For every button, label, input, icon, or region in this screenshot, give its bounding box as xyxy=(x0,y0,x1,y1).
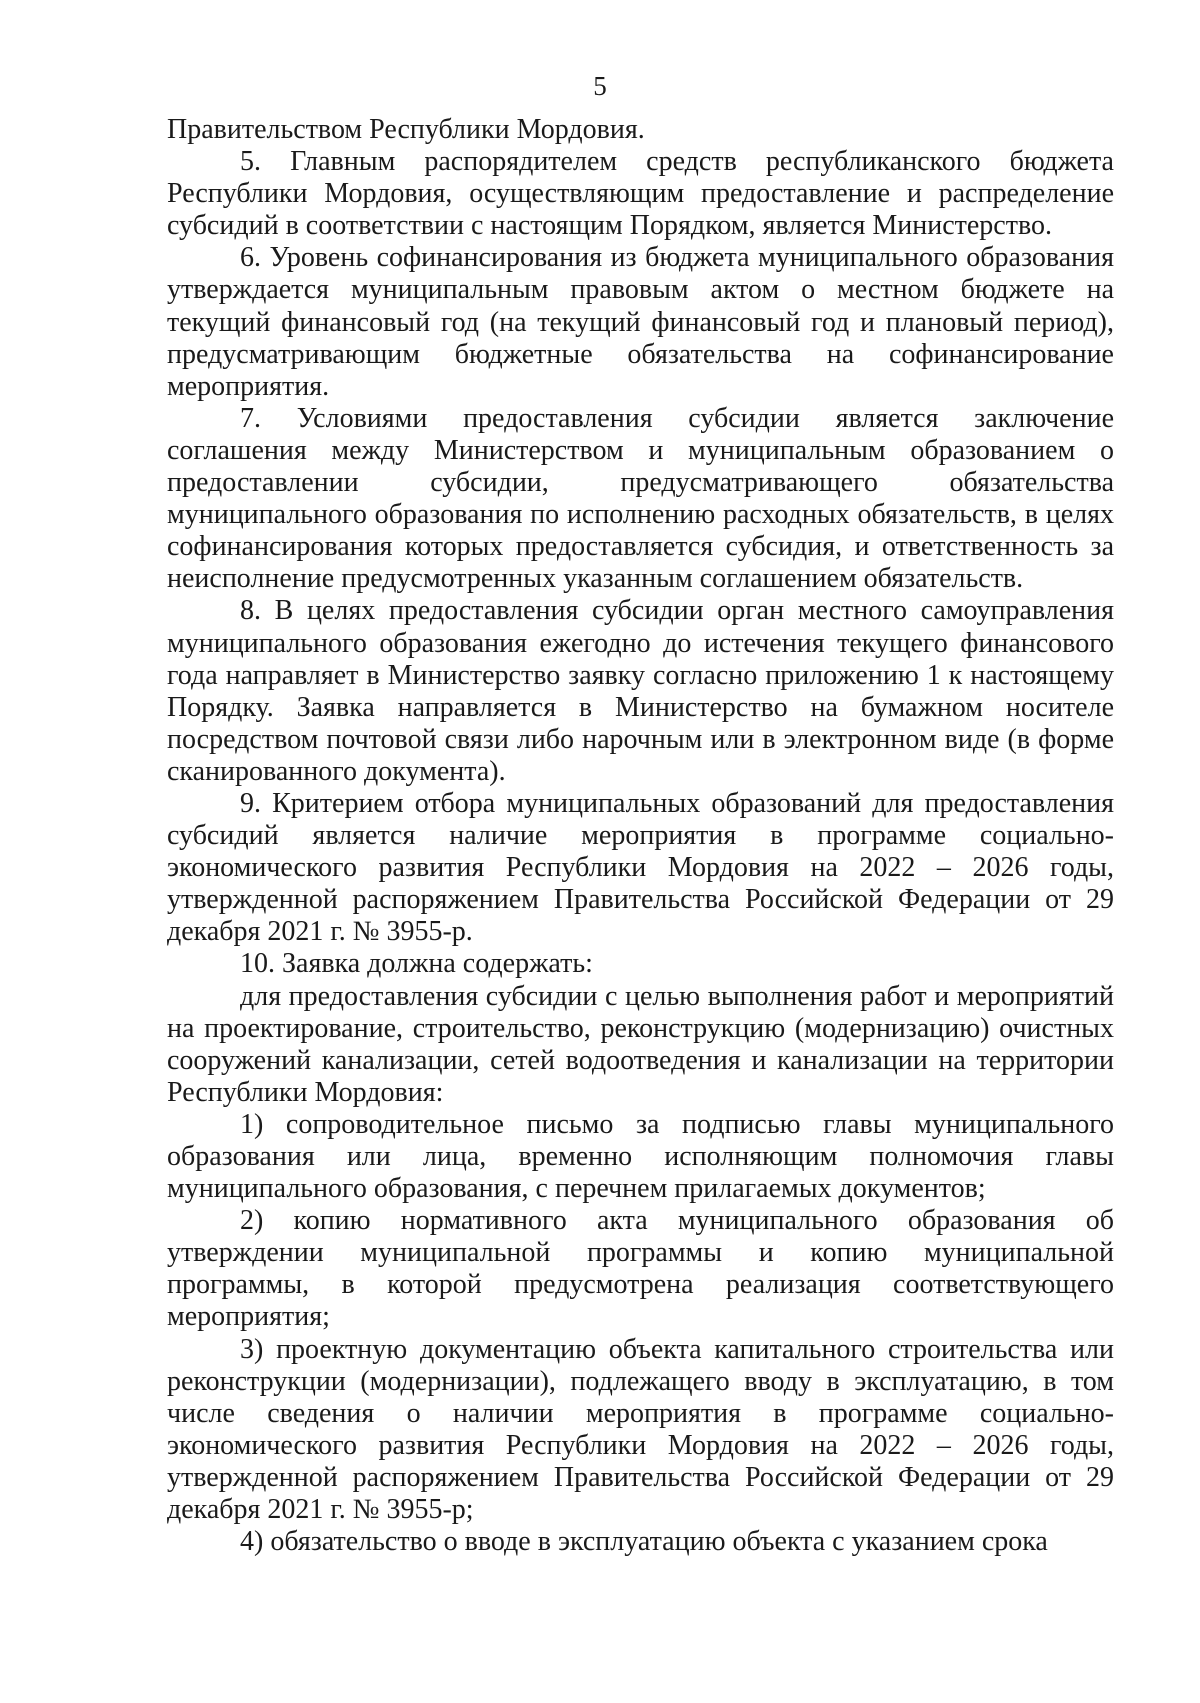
paragraph-item-10: 10. Заявка должна содержать: xyxy=(240,948,593,980)
document-body xyxy=(167,114,1114,1558)
paragraph-item-8: 8. В целях предоставления субсидии орган местного самоуправления муниципального образования ежегодно до истечения текущего финансового года направляет в Министерство заявку согласно приложению 1 к настоящему Порядку. Заявка направляется в Министерство на бумажном носителе посредством почтовой связи либо нарочным или в электронном виде (в форме сканированного документа). xyxy=(167,595,1114,787)
page-number: 5 xyxy=(593,71,607,101)
paragraph-item-9: 9. Критерием отбора муниципальных образований для предоставления субсидий является наличие мероприятия в программе социально-экономического развития Республики Мордовия на 2022 – 2026 годы, утвержденной распоряжением Правительства Российской Федерации от 29 декабря 2021 г. № 3955-р. xyxy=(167,787,1114,948)
list-item-1: 1) сопроводительное письмо за подписью главы муниципального образования или лица, временно исполняющим полномочия главы муниципального образования, с перечнем прилагаемых документов; xyxy=(167,1108,1114,1205)
list-item-2: 2) копию нормативного акта муниципального образования об утверждении муниципальной программы и копию муниципальной программы, в которой предусмотрена реализация соответствующего мероприятия; xyxy=(167,1205,1114,1333)
paragraph-continuation: Правительством Республики Мордовия. xyxy=(167,114,645,145)
paragraph-item-10-intro: для предоставления субсидии с целью выполнения работ и мероприятий на проектирование, строительство, реконструкцию (модернизацию) очистных сооружений канализации, сетей водоотведения и канализации на территории Республики Мордовия: xyxy=(167,980,1114,1108)
paragraph-item-5: 5. Главным распорядителем средств республиканского бюджета Республики Мордовия, осуществляющим предоставление и распределение субсидий в соответствии с настоящим Порядком, является Министерство. xyxy=(167,146,1114,242)
list-item-4: 4) обязательство о вводе в эксплуатацию объекта с указанием срока xyxy=(240,1526,1048,1558)
paragraph-item-7: 7. Условиями предоставления субсидии является заключение соглашения между Министерством и муниципальным образованием о предоставлении субсидии, предусматривающего обязательства муниципального образования по исполнению расходных обязательств, в целях софинансирования которых предоставляется субсидия, и ответственность за неисполнение предусмотренных указанным соглашением обязательств. xyxy=(167,402,1114,595)
paragraph-item-6: 6. Уровень софинансирования из бюджета муниципального образования утверждается муниципальным правовым актом о местном бюджете на текущий финансовый год (на текущий финансовый год и плановый период), предусматривающим бюджетные обязательства на софинансирование мероприятия. xyxy=(167,242,1114,402)
list-item-3: 3) проектную документацию объекта капитального строительства или реконструкции (модернизации), подлежащего вводу в эксплуатацию, в том числе сведения о наличии мероприятия в программе социально-экономического развития Республики Мордовия на 2022 – 2026 годы, утвержденной распоряжением Правительства Российской Федерации от 29 декабря 2021 г. № 3955-р; xyxy=(167,1333,1114,1526)
